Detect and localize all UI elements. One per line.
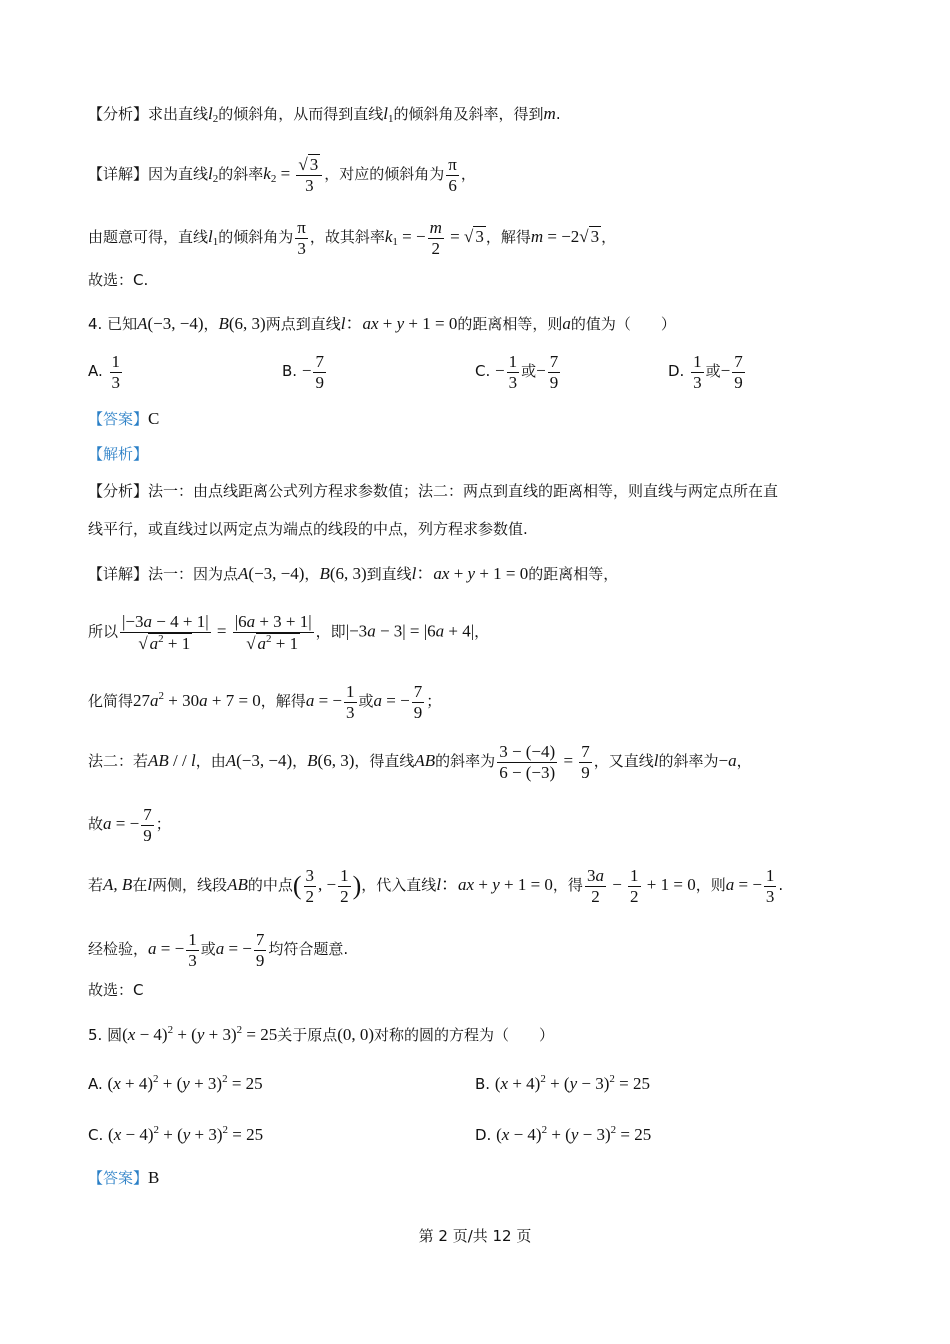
q5-option-a[interactable]: A. $(x + 4)^2 + (y + 3)^2 = 25$: [88, 1073, 263, 1093]
q4-detail-4: 法二：若AB / / l，由A(−3, −4)，B(6, 3)，得直线AB的斜率为 $\frac{3 - (-4)}{6 - (-3)}$ = $\frac{7}{9}$ ，又直线l的斜率为−a，: [88, 742, 752, 782]
analysis-tag: 【分析】: [88, 105, 149, 123]
q4-answer: 【答案】C: [88, 409, 160, 428]
question-4-stem: 4. 已知A(−3, −4)，B(6, 3)两点到直线l：ax + y + 1 = 0的距离相等，则a的值为（ ）: [88, 314, 676, 333]
q4-detail-3: 化简得$27a^2 + 30a + 7 = 0$，解得a = − $\frac{1}{3}$ 或a = − $\frac{7}{9}$ ；: [88, 682, 442, 722]
detail-line-1: 【详解】因为直线$l_2$的斜率$k_2$ = $\frac{√ 3}{3}$ ，对应的倾斜角为 $\frac{\pi}{6}$ ，: [88, 155, 476, 195]
q4-detail-7: 经检验，a = − $\frac{1}{3}$ 或a = − $\frac{7}{9}$ 均符合题意.: [88, 930, 349, 970]
q4-explain-tag: [88, 447, 148, 462]
q4-detail-5: 故a = − $\frac{7}{9}$ ；: [88, 805, 171, 845]
q4-analysis-2: 线平行，或直线过以两定点为端点的线段的中点，列方程求参数值.: [88, 520, 528, 538]
q5-option-b[interactable]: B. $(x + 4)^2 + (y - 3)^2 = 25$: [475, 1073, 650, 1093]
analysis-line-1: 【分析】求出直线$l_2$的倾斜角，从而得到直线$l_1$的倾斜角及斜率，得到m.: [88, 104, 561, 125]
q5-answer: 【答案】B: [88, 1168, 160, 1187]
q4-option-a[interactable]: A. $\frac{1}{3}$: [88, 352, 121, 392]
explain-tag: 【解析】: [88, 445, 149, 463]
detail-tag: 【详解】: [88, 165, 149, 184]
choice-line-q3: 故选：C.: [88, 271, 149, 289]
q5-option-c[interactable]: C. $(x - 4)^2 + (y + 3)^2 = 25$: [88, 1124, 264, 1144]
q4-option-d[interactable]: D. $\frac{1}{3}$ 或− $\frac{7}{9}$: [668, 352, 743, 392]
q4-detail-2: 所以 $\frac{|-3a - 4 + 1|}{√ a^2 + 1}$ = $\frac{|6a + 3 + 1|}{√ a^2 + 1}$ ，即|−3a − 3| = |6a + 4|，: [88, 612, 490, 653]
q5-option-d[interactable]: D. $(x - 4)^2 + (y - 3)^2 = 25$: [475, 1124, 652, 1144]
q4-option-c[interactable]: C. − $\frac{1}{3}$ 或− $\frac{7}{9}$: [475, 352, 559, 392]
q4-option-b[interactable]: B. − $\frac{7}{9}$: [282, 352, 324, 392]
detail-line-2: 由题意可得，直线$l_1$的倾斜角为 $\frac{\pi}{3}$ ，故其斜率$k_1$ = − $\frac{m}{2}$ = √ 3 ，解得m = −2√ 3 ，: [88, 218, 617, 258]
answer-tag: 【答案】: [88, 410, 149, 428]
q4-choice: 故选：C: [88, 981, 144, 999]
page-footer: 第 2 页/共 12 页: [418, 1227, 532, 1245]
q4-detail-6: 若A, B在l两侧，线段AB的中点( $\frac{3}{2}$ , − $\frac{1}{2}$ )，代入直线l：ax + y + 1 = 0，得 $\frac{3a}{2}$ − $\frac{1}{2}$ + 1 = 0，则a = − $\frac{1}{3}$ .: [88, 866, 784, 906]
q4-analysis-1: 【分析】法一：由点线距离公式列方程求参数值；法二：两点到直线的距离相等，则直线与两定点所在直: [88, 482, 779, 500]
question-5-stem: 5. 圆$(x - 4)^2 + (y + 3)^2 = 25$关于原点(0, 0)对称的圆的方程为（ ）: [88, 1024, 555, 1044]
q4-detail-1: 【详解】法一：因为点A(−3, −4)，B(6, 3)到直线l：ax + y + 1 = 0的距离相等，: [88, 564, 619, 583]
